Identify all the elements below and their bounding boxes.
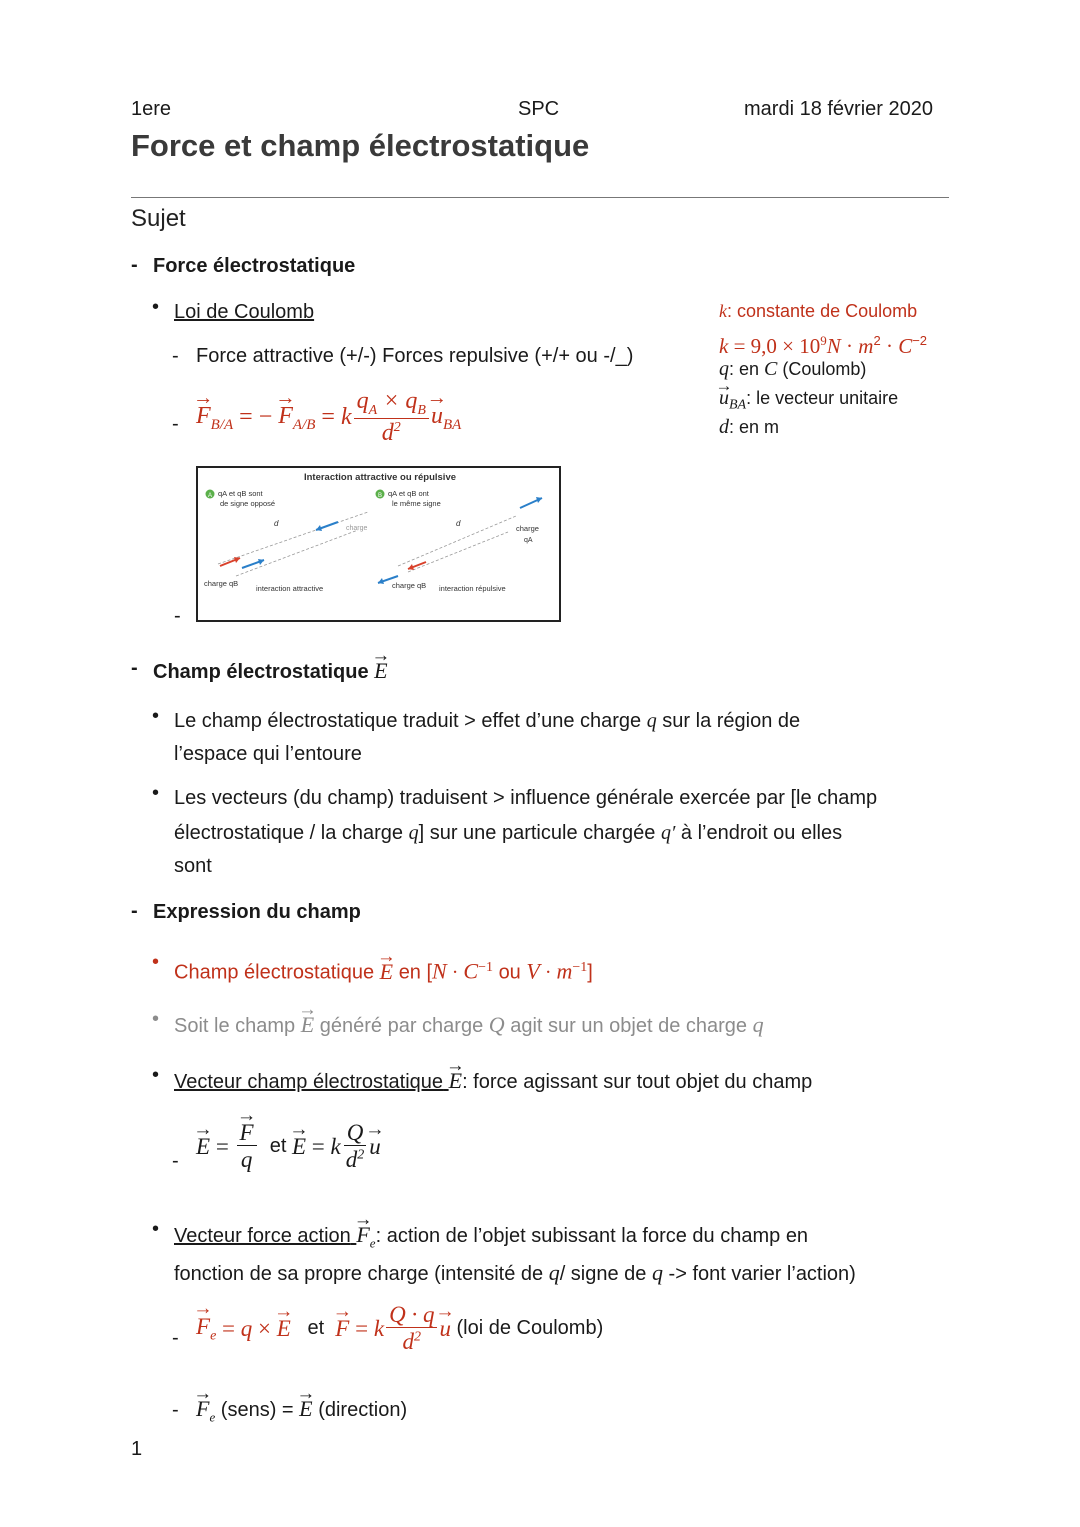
- champ-b2-e: sont: [174, 855, 212, 877]
- champ-b1-c: l’espace qui l’entoure: [174, 743, 362, 765]
- side-note-k-value: $k = 9,0 \times 10^9N \cdot m^2 \cdot C^{-2}$: [719, 333, 928, 358]
- dash-marker: -: [172, 345, 179, 367]
- expr-red-c: ou: [498, 961, 521, 984]
- force-heading: Force électrostatique: [153, 255, 356, 277]
- k-value: 9,0: [750, 334, 777, 358]
- section-heading: Sujet: [131, 205, 186, 232]
- force-line2-b: / signe de: [559, 1263, 647, 1285]
- k-label: constante de Coulomb: [737, 301, 918, 321]
- panel-b-qa: qA: [524, 537, 533, 544]
- champ-b2-a: Les vecteurs (du champ) traduisent > influence générale exercée par [le champ: [174, 787, 878, 809]
- panel-b-caption: interaction répulsive: [439, 584, 506, 593]
- dash-marker: -: [131, 657, 138, 679]
- champ-b1-b: sur la région de: [662, 710, 801, 732]
- force-line2-c: -> font varier l’action): [668, 1263, 856, 1285]
- dash-marker: -: [172, 1150, 179, 1172]
- expression-heading: Expression du champ: [153, 901, 361, 923]
- sens-label: (sens) =: [220, 1399, 294, 1421]
- panel-b-charge-qb: charge qB: [392, 581, 427, 590]
- q-label: : en: [729, 359, 760, 379]
- side-note-k: k: constante de Coulomb: [719, 301, 918, 321]
- coulomb-formula: → $F_{B/A}$ = − → $F_{A/B}$ = k $\frac{q_A \times q_B}{d^2}$ → $u_{BA}$: [196, 388, 461, 448]
- force-rest: : action de l’objet subissant la force du champ en: [375, 1225, 809, 1247]
- header-date: mardi 18 février 2020: [744, 98, 933, 120]
- expr-grey-a: Soit le champ: [174, 1015, 296, 1037]
- interaction-diagram: [198, 468, 558, 619]
- field-formula: → E = → $\frac{F}{q}$ et → E = k $\frac{Q}{d^2}$ → u: [196, 1120, 381, 1174]
- svg-text:B: B: [377, 493, 383, 499]
- dash-marker: -: [131, 900, 138, 922]
- coulomb-label: Loi de Coulomb: [174, 301, 315, 323]
- loi-coulomb: (loi de Coulomb): [456, 1317, 604, 1340]
- force-action-line2: fonction de sa propre charge (intensité de q/ signe de q -> font varier l’action): [174, 1260, 856, 1285]
- champ-b2-b: électrostatique / la charge: [174, 822, 404, 844]
- force-label: Vecteur force action: [174, 1225, 351, 1247]
- vector-field-line: Vecteur champ électrostatique → E: force agissant sur tout objet du champ: [174, 1064, 812, 1099]
- dash-marker: -: [172, 413, 179, 435]
- attract-line: Force attractive (+/-) Forces repulsive (+/+ ou -/_): [196, 345, 634, 367]
- expr-red-a: Champ électrostatique: [174, 961, 375, 984]
- dash-marker: -: [174, 605, 181, 627]
- vec-label: Vecteur champ électrostatique: [174, 1071, 444, 1093]
- bullet-marker: •: [152, 1218, 160, 1240]
- vec-rest: : force agissant sur tout objet du champ: [462, 1071, 813, 1093]
- champ-b1-a: Le champ électrostatique traduit > effet d’une charge: [174, 710, 642, 732]
- header-level: 1ere: [131, 98, 172, 120]
- champ-b2-c: ] sur une particule chargée: [418, 822, 656, 844]
- expr-red-b: en [: [398, 961, 433, 984]
- bullet-marker: •: [152, 951, 160, 973]
- panel-a-line1: qA et qB sont: [218, 489, 263, 498]
- expr-grey-b: généré par charge: [319, 1015, 484, 1037]
- expr-grey-c: agit sur un objet de charge: [510, 1015, 748, 1037]
- panel-b-charge: charge: [516, 524, 539, 533]
- header-subject: SPC: [518, 98, 560, 120]
- force-line2-a: fonction de sa propre charge (intensité de: [174, 1263, 544, 1285]
- page-title: Force et champ électrostatique: [131, 128, 590, 163]
- side-note-d: d: en m: [719, 416, 780, 438]
- panel-b-distance: d: [456, 519, 461, 528]
- interaction-figure: [196, 466, 561, 622]
- figure-title: Interaction attractive ou répulsive: [303, 472, 457, 483]
- q-unit-note: (Coulomb): [782, 359, 867, 379]
- page-number: 1: [131, 1438, 143, 1460]
- side-note-u: → $u_{BA}$: le vecteur unitaire: [719, 384, 898, 420]
- champ-bullet-1: Le champ électrostatique traduit > effet d’une charge q sur la région de: [174, 710, 801, 732]
- champ-heading: Champ électrostatique → E: [153, 654, 388, 689]
- bullet-marker: •: [152, 1008, 160, 1030]
- bullet-marker: •: [152, 782, 160, 804]
- panel-a-caption: interaction attractive: [256, 584, 324, 593]
- dash-marker: -: [172, 1327, 179, 1349]
- bullet-marker: •: [152, 705, 160, 727]
- sens-direction-line: → $F_e$ (sens) = → E (direction): [196, 1392, 407, 1433]
- direction-label: (direction): [318, 1399, 408, 1421]
- panel-a-line2: de signe opposé: [220, 499, 276, 508]
- champ-b2-d: à l’endroit ou elles: [680, 822, 843, 844]
- expression-grey-line: Soit le champ → E généré par charge Q agit sur un objet de charge q: [174, 1008, 764, 1043]
- dash-marker: -: [172, 1399, 179, 1421]
- panel-b-line2: le même signe: [392, 499, 441, 508]
- panel-a-charge-qb: charge qB: [204, 579, 239, 588]
- panel-b-line1: qA et qB ont: [388, 489, 429, 498]
- expr-red-d: ]: [587, 961, 593, 984]
- u-label: : le vecteur unitaire: [746, 388, 899, 408]
- expression-red-line: Champ électrostatique → E en [$N \cdot C^{-1}$ ou $V \cdot m^{-1}$]: [174, 951, 593, 990]
- panel-a-distance: d: [274, 519, 279, 528]
- title-divider: [131, 197, 949, 198]
- force-action-line: Vecteur force action → $F_e$: action de l’objet subissant la force du champ en: [174, 1218, 808, 1259]
- side-note-q: q: en C (Coulomb): [719, 358, 867, 380]
- bullet-marker: •: [152, 296, 160, 318]
- force-formula: → $F_e$ = q × → E et → F = k $\frac{Q \cdot q}{d^2}$ → u (loi de Coulomb): [196, 1302, 603, 1356]
- dash-marker: -: [131, 254, 138, 276]
- et-1: et: [269, 1135, 287, 1158]
- champ-heading-text: Champ électrostatique: [153, 661, 369, 683]
- panel-a-axis: [218, 512, 368, 564]
- svg-text:A: A: [207, 493, 213, 499]
- et-2: et: [307, 1317, 325, 1340]
- champ-bullet-2-line2: électrostatique / la charge q] sur une particule chargée q′ à l’endroit ou elles: [174, 822, 843, 844]
- panel-a-charge-qa: charge: [346, 525, 368, 532]
- bullet-marker: •: [152, 1064, 160, 1086]
- d-label: : en m: [729, 417, 780, 437]
